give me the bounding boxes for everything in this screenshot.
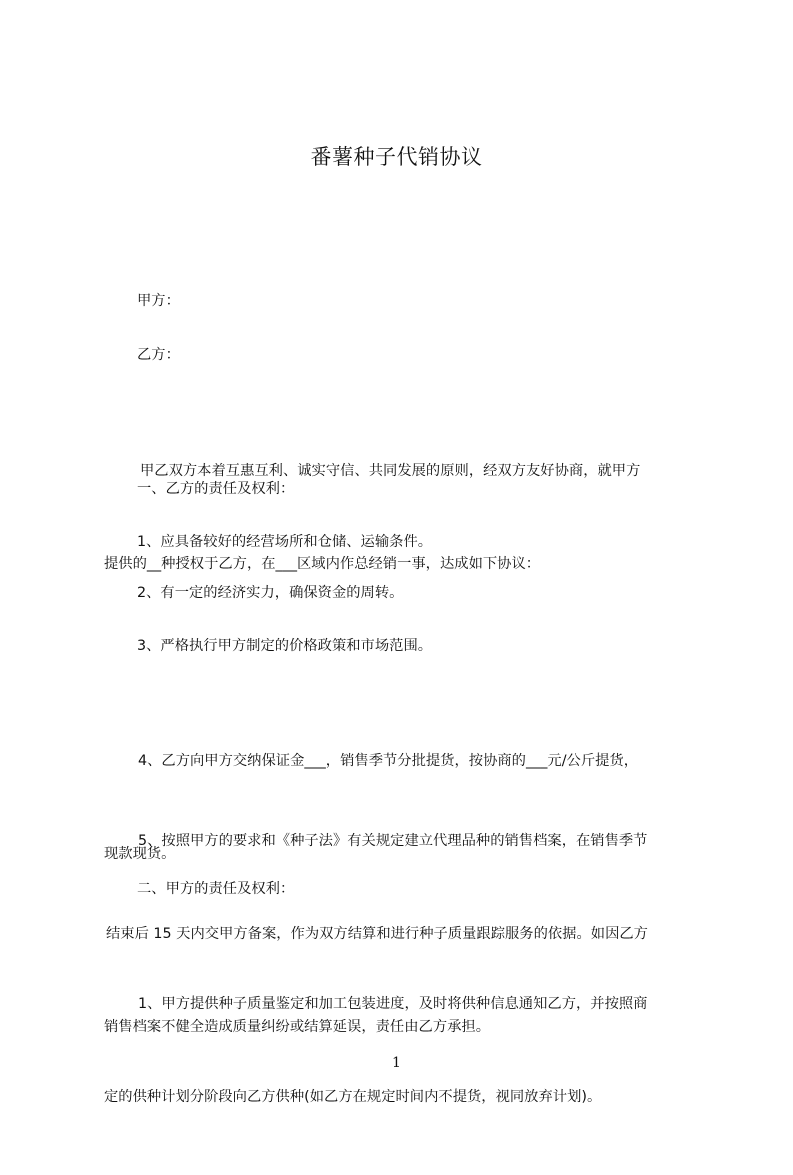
section-1-item-1: 1、应具备较好的经营场所和仓储、运输条件。: [137, 534, 433, 550]
item-4-line-2: 现款现货。: [104, 846, 176, 862]
section-2-item-1-line-2: 定的供种计划分阶段向乙方供种(如乙方在规定时间内不提货，视同放弃计划)。: [104, 1089, 602, 1105]
item-5-line-3: 销售档案不健全造成质量纠纷或结算延误，责任由乙方承担。: [104, 1019, 491, 1035]
section-2-item-1-line-1: 1、甲方提供种子质量鉴定和加工包装进度，及时将供种信息通知乙方，并按照商: [138, 996, 648, 1012]
item-4-line-1: 4、乙方向甲方交纳保证金___，销售季节分批提货，按协商的___元/公斤提货，: [138, 753, 639, 769]
page-number: 1: [392, 1055, 401, 1071]
section-2-item-1: [104, 927, 704, 1175]
item-5-line-1: 5、按照甲方的要求和《种子法》有关规定建立代理品种的销售档案，在销售季节: [138, 833, 648, 849]
intro-line-2: 提供的__种授权于乙方，在___区域内作总经销一事，达成如下协议：: [104, 556, 541, 572]
document-title: 番薯种子代销协议: [310, 145, 483, 169]
section-1-heading: 一、乙方的责任及权利：: [137, 481, 295, 497]
section-1-item-3: 3、严格执行甲方制定的价格政策和市场范围。: [137, 638, 433, 654]
party-a-label: 甲方：: [137, 293, 180, 309]
intro-line-1: 甲乙双方本着互惠互利、诚实守信、共同发展的原则，经双方友好协商，就甲方: [140, 463, 641, 479]
item-5-line-2: 结束后 15 天内交甲方备案，作为双方结算和进行种子质量跟踪服务的依据。如因乙方: [106, 926, 648, 942]
section-2-heading: 二、甲方的责任及权利：: [137, 881, 295, 897]
section-1-item-2: 2、有一定的经济实力，确保资金的周转。: [137, 585, 404, 601]
party-b-label: 乙方：: [137, 347, 180, 363]
